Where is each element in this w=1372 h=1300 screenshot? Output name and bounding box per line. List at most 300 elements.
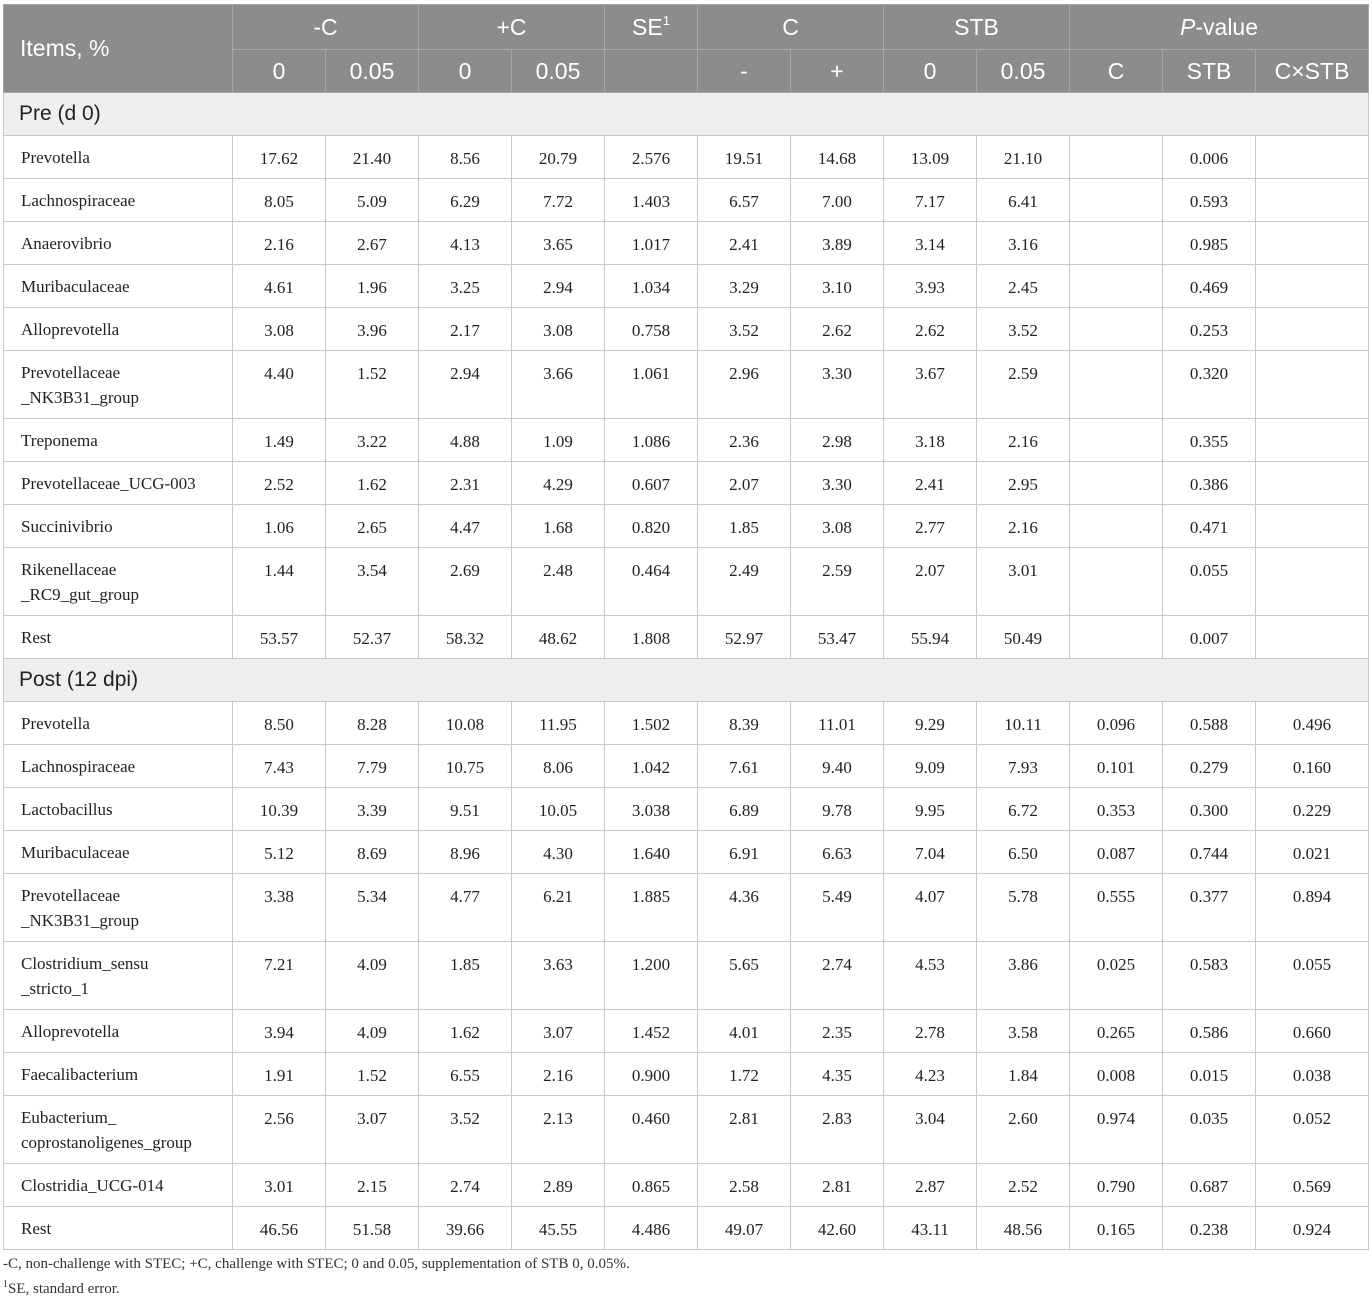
table-cell: 5.09 [326, 179, 419, 222]
sub-header: 0 [419, 50, 512, 93]
table-cell: 4.09 [326, 942, 419, 1010]
table-cell: 11.01 [791, 702, 884, 745]
table-cell: 1.06 [233, 505, 326, 548]
table-cell: 2.87 [884, 1164, 977, 1207]
table-cell: 1.62 [419, 1010, 512, 1053]
table-cell: 0.588 [1163, 702, 1256, 745]
table-cell: 6.21 [512, 874, 605, 942]
table-cell: 0.279 [1163, 745, 1256, 788]
row-label-line1: Prevotellaceae [21, 363, 121, 382]
p-rest: -value [1195, 13, 1259, 40]
row-label [4, 419, 233, 462]
table-row [4, 702, 1369, 745]
table-cell: 50.49 [977, 616, 1070, 659]
table-cell: 1.403 [605, 179, 698, 222]
table-cell: 0.377 [1163, 874, 1256, 942]
table-row [4, 462, 1369, 505]
table-cell: 1.91 [233, 1053, 326, 1096]
table-cell: 0.660 [1256, 1010, 1369, 1053]
table-cell: 9.29 [884, 702, 977, 745]
table-cell: 0.021 [1256, 831, 1369, 874]
table-cell [1256, 308, 1369, 351]
table-cell: 0.687 [1163, 1164, 1256, 1207]
table-cell: 10.39 [233, 788, 326, 831]
table-cell: 2.95 [977, 462, 1070, 505]
table-cell: 3.07 [326, 1096, 419, 1164]
row-label-line1: Clostridia_UCG-014 [21, 1176, 164, 1195]
table-cell: 1.086 [605, 419, 698, 462]
table-cell: 0.038 [1256, 1053, 1369, 1096]
table-cell: 3.18 [884, 419, 977, 462]
header-row-groups [4, 5, 1369, 50]
table-cell: 0.583 [1163, 942, 1256, 1010]
sub-header: 0.05 [512, 50, 605, 93]
table-row [4, 1096, 1369, 1164]
footnote-2-text: SE, standard error. [8, 1281, 120, 1297]
table-cell: 0.052 [1256, 1096, 1369, 1164]
header-se [605, 5, 698, 50]
table-cell [1070, 616, 1163, 659]
table-cell: 3.52 [698, 308, 791, 351]
table-cell: 2.74 [419, 1164, 512, 1207]
table-cell: 0.900 [605, 1053, 698, 1096]
table-cell: 1.452 [605, 1010, 698, 1053]
table-cell: 8.39 [698, 702, 791, 745]
table-cell: 1.042 [605, 745, 698, 788]
table-cell: 5.78 [977, 874, 1070, 942]
se-label: SE [632, 14, 663, 40]
table-cell: 2.81 [791, 1164, 884, 1207]
row-label-line2: _NK3B31_group [21, 911, 140, 930]
table-cell: 0.471 [1163, 505, 1256, 548]
footnote-2-mark: 1 [3, 1279, 8, 1290]
table-cell: 8.05 [233, 179, 326, 222]
row-label-line1: Prevotellaceae [21, 886, 121, 905]
table-cell: 3.52 [977, 308, 1070, 351]
table-cell: 2.59 [791, 548, 884, 616]
table-cell [1256, 265, 1369, 308]
table-cell: 0.008 [1070, 1053, 1163, 1096]
table-cell [1256, 136, 1369, 179]
row-label [4, 1010, 233, 1053]
table-row [4, 831, 1369, 874]
table-cell: 2.74 [791, 942, 884, 1010]
table-cell: 7.43 [233, 745, 326, 788]
table-cell: 9.78 [791, 788, 884, 831]
table-cell: 8.56 [419, 136, 512, 179]
table-cell: 7.61 [698, 745, 791, 788]
sub-header: 0 [233, 50, 326, 93]
table-cell: 1.061 [605, 351, 698, 419]
table-cell: 2.52 [233, 462, 326, 505]
row-label [4, 1096, 233, 1164]
table-cell: 53.47 [791, 616, 884, 659]
table-cell: 49.07 [698, 1207, 791, 1250]
table-cell [1256, 462, 1369, 505]
table-cell: 6.89 [698, 788, 791, 831]
table-cell: 7.93 [977, 745, 1070, 788]
table-row [4, 351, 1369, 419]
table-cell: 3.25 [419, 265, 512, 308]
table-cell: 0.593 [1163, 179, 1256, 222]
table-cell: 8.06 [512, 745, 605, 788]
table-cell: 52.37 [326, 616, 419, 659]
table-cell: 4.53 [884, 942, 977, 1010]
row-label-line1: Treponema [21, 431, 98, 450]
se-footnote-mark: 1 [662, 13, 670, 28]
table-cell: 0.096 [1070, 702, 1163, 745]
table-cell: 2.89 [512, 1164, 605, 1207]
table-cell: 4.09 [326, 1010, 419, 1053]
table-cell: 2.48 [512, 548, 605, 616]
row-label [4, 874, 233, 942]
table-cell: 1.49 [233, 419, 326, 462]
row-label-line1: Prevotella [21, 148, 90, 167]
table-cell: 7.21 [233, 942, 326, 1010]
table-row [4, 1053, 1369, 1096]
table-row [4, 788, 1369, 831]
row-label-line1: Eubacterium_ [21, 1108, 117, 1127]
table-cell: 9.51 [419, 788, 512, 831]
table-cell: 2.16 [977, 419, 1070, 462]
p-italic: P [1180, 13, 1196, 40]
table-cell: 3.63 [512, 942, 605, 1010]
row-label-line1: Clostridium_sensu [21, 954, 149, 973]
table-cell: 13.09 [884, 136, 977, 179]
table-cell: 2.69 [419, 548, 512, 616]
table-cell: 4.36 [698, 874, 791, 942]
table-cell: 2.41 [884, 462, 977, 505]
table-cell: 0.320 [1163, 351, 1256, 419]
row-label-line1: Prevotella [21, 714, 90, 733]
table-cell: 2.07 [884, 548, 977, 616]
table-cell: 0.300 [1163, 788, 1256, 831]
row-label-line1: Rest [21, 1219, 52, 1238]
table-cell: 2.94 [419, 351, 512, 419]
table-row [4, 136, 1369, 179]
table-cell: 3.30 [791, 351, 884, 419]
table-cell: 2.576 [605, 136, 698, 179]
table-cell: 17.62 [233, 136, 326, 179]
sub-header: 0 [884, 50, 977, 93]
table-cell: 8.50 [233, 702, 326, 745]
table-cell: 1.034 [605, 265, 698, 308]
table-cell: 3.08 [791, 505, 884, 548]
sub-header: 0.05 [326, 50, 419, 93]
table-row [4, 222, 1369, 265]
table-cell: 3.07 [512, 1010, 605, 1053]
table-cell: 4.30 [512, 831, 605, 874]
table-cell: 2.78 [884, 1010, 977, 1053]
sub-header: C×STB [1256, 50, 1369, 93]
table-cell: 2.62 [791, 308, 884, 351]
table-cell: 2.56 [233, 1096, 326, 1164]
table-cell: 3.38 [233, 874, 326, 942]
table-cell: 2.96 [698, 351, 791, 419]
table-cell: 3.08 [512, 308, 605, 351]
header-minus-c: -C [233, 5, 419, 50]
row-label [4, 616, 233, 659]
row-label-line2: _NK3B31_group [21, 388, 140, 407]
table-cell: 8.96 [419, 831, 512, 874]
table-cell: 6.57 [698, 179, 791, 222]
table-cell: 4.61 [233, 265, 326, 308]
table-cell: 14.68 [791, 136, 884, 179]
table-cell: 0.055 [1163, 548, 1256, 616]
table-cell: 1.84 [977, 1053, 1070, 1096]
table-cell: 2.35 [791, 1010, 884, 1053]
table-cell: 4.77 [419, 874, 512, 942]
table-cell: 48.56 [977, 1207, 1070, 1250]
table-cell: 3.01 [233, 1164, 326, 1207]
table-cell: 0.265 [1070, 1010, 1163, 1053]
row-label-line1: Lachnospiraceae [21, 757, 136, 776]
table-cell: 2.16 [233, 222, 326, 265]
table-row [4, 505, 1369, 548]
table-cell: 2.65 [326, 505, 419, 548]
header-items: Items, % [4, 5, 233, 93]
sub-header: 0.05 [977, 50, 1070, 93]
section-header [4, 659, 1369, 702]
row-label [4, 136, 233, 179]
table-cell: 0.974 [1070, 1096, 1163, 1164]
table-cell: 6.63 [791, 831, 884, 874]
table-cell: 2.13 [512, 1096, 605, 1164]
table-cell: 43.11 [884, 1207, 977, 1250]
table-cell: 46.56 [233, 1207, 326, 1250]
table-cell [1256, 179, 1369, 222]
table-cell: 51.58 [326, 1207, 419, 1250]
table-cell: 0.229 [1256, 788, 1369, 831]
table-cell: 6.72 [977, 788, 1070, 831]
table-cell: 2.17 [419, 308, 512, 351]
row-label [4, 942, 233, 1010]
table-cell: 6.29 [419, 179, 512, 222]
row-label-line2: _stricto_1 [21, 979, 89, 998]
row-label [4, 1164, 233, 1207]
table-cell: 7.72 [512, 179, 605, 222]
table-cell: 0.007 [1163, 616, 1256, 659]
row-label [4, 1207, 233, 1250]
table-cell: 3.86 [977, 942, 1070, 1010]
table-cell: 10.75 [419, 745, 512, 788]
table-cell: 0.924 [1256, 1207, 1369, 1250]
table-cell: 0.055 [1256, 942, 1369, 1010]
table-cell [1070, 308, 1163, 351]
table-cell: 4.47 [419, 505, 512, 548]
table-cell: 0.758 [605, 308, 698, 351]
header-c: C [698, 5, 884, 50]
row-label-line1: Muribaculaceae [21, 277, 130, 296]
table-cell: 10.05 [512, 788, 605, 831]
table-cell: 1.62 [326, 462, 419, 505]
header-p-value [1070, 5, 1369, 50]
table-cell: 2.31 [419, 462, 512, 505]
footnote-1: -C, non-challenge with STEC; +C, challenge with STEC; 0 and 0.05, supplementation of STB 0, 0.05%. [3, 1256, 630, 1272]
table-cell: 52.97 [698, 616, 791, 659]
row-label [4, 702, 233, 745]
table-cell: 0.607 [605, 462, 698, 505]
table-cell [1256, 616, 1369, 659]
sub-header-se-blank [605, 50, 698, 93]
table-cell: 2.77 [884, 505, 977, 548]
table-row [4, 265, 1369, 308]
table-cell: 3.29 [698, 265, 791, 308]
sub-header: STB [1163, 50, 1256, 93]
table-cell [1070, 505, 1163, 548]
table-cell: 5.49 [791, 874, 884, 942]
table-cell: 11.95 [512, 702, 605, 745]
table-cell: 2.16 [977, 505, 1070, 548]
table-cell: 4.40 [233, 351, 326, 419]
table-cell: 4.01 [698, 1010, 791, 1053]
row-label-line1: Alloprevotella [21, 1022, 120, 1041]
table-cell [1070, 462, 1163, 505]
table-cell: 55.94 [884, 616, 977, 659]
table-cell: 2.67 [326, 222, 419, 265]
row-label-line1: Rest [21, 628, 52, 647]
table-cell: 0.820 [605, 505, 698, 548]
table-cell: 19.51 [698, 136, 791, 179]
table-cell: 2.98 [791, 419, 884, 462]
table-cell [1070, 419, 1163, 462]
table-cell: 8.69 [326, 831, 419, 874]
row-label-line1: Lactobacillus [21, 800, 113, 819]
table-cell: 3.01 [977, 548, 1070, 616]
table-cell: 0.160 [1256, 745, 1369, 788]
table-cell: 7.00 [791, 179, 884, 222]
table-cell: 3.30 [791, 462, 884, 505]
table-cell: 4.88 [419, 419, 512, 462]
table-cell: 5.12 [233, 831, 326, 874]
table-cell: 1.44 [233, 548, 326, 616]
table-row [4, 179, 1369, 222]
row-label [4, 351, 233, 419]
table-cell: 1.96 [326, 265, 419, 308]
row-label [4, 831, 233, 874]
row-label [4, 265, 233, 308]
table-cell: 4.29 [512, 462, 605, 505]
table-cell: 6.91 [698, 831, 791, 874]
table-cell: 0.015 [1163, 1053, 1256, 1096]
row-label-line2: _RC9_gut_group [21, 585, 140, 604]
sub-header: + [791, 50, 884, 93]
table-cell: 9.09 [884, 745, 977, 788]
table-cell: 7.17 [884, 179, 977, 222]
table-cell: 53.57 [233, 616, 326, 659]
row-label-line1: Alloprevotella [21, 320, 120, 339]
table-cell: 0.006 [1163, 136, 1256, 179]
table-cell: 1.502 [605, 702, 698, 745]
table-cell: 3.58 [977, 1010, 1070, 1053]
table-cell: 1.017 [605, 222, 698, 265]
table-cell: 10.08 [419, 702, 512, 745]
row-label [4, 1053, 233, 1096]
table-cell: 1.85 [419, 942, 512, 1010]
table-cell: 4.35 [791, 1053, 884, 1096]
table-cell: 3.89 [791, 222, 884, 265]
table-cell: 21.40 [326, 136, 419, 179]
table-cell: 0.386 [1163, 462, 1256, 505]
table-cell: 0.025 [1070, 942, 1163, 1010]
table-cell [1070, 136, 1163, 179]
table-cell [1256, 222, 1369, 265]
table-cell: 3.52 [419, 1096, 512, 1164]
table-cell: 2.49 [698, 548, 791, 616]
table-row [4, 745, 1369, 788]
table-cell: 0.744 [1163, 831, 1256, 874]
table-cell: 10.11 [977, 702, 1070, 745]
table-cell: 0.238 [1163, 1207, 1256, 1250]
table-cell: 6.55 [419, 1053, 512, 1096]
table-cell [1256, 505, 1369, 548]
table-cell: 0.569 [1256, 1164, 1369, 1207]
table-cell: 42.60 [791, 1207, 884, 1250]
table-cell: 2.58 [698, 1164, 791, 1207]
table-cell: 3.08 [233, 308, 326, 351]
table-cell: 4.486 [605, 1207, 698, 1250]
table-row [4, 1164, 1369, 1207]
table-cell: 2.94 [512, 265, 605, 308]
footnote-2 [3, 1279, 120, 1298]
sub-header: C [1070, 50, 1163, 93]
row-label-line1: Rikenellaceae [21, 560, 117, 579]
table-cell: 48.62 [512, 616, 605, 659]
table-cell: 1.85 [698, 505, 791, 548]
row-label-line1: Faecalibacterium [21, 1065, 139, 1084]
table-cell: 1.72 [698, 1053, 791, 1096]
table-cell [1256, 351, 1369, 419]
table-cell: 0.464 [605, 548, 698, 616]
table-cell: 3.038 [605, 788, 698, 831]
table-cell [1256, 548, 1369, 616]
table-cell: 2.81 [698, 1096, 791, 1164]
section-title: Post (12 dpi) [4, 659, 1369, 702]
table-cell: 0.790 [1070, 1164, 1163, 1207]
table-cell: 2.59 [977, 351, 1070, 419]
table-cell: 3.66 [512, 351, 605, 419]
table-cell: 2.62 [884, 308, 977, 351]
row-label [4, 505, 233, 548]
table-row [4, 942, 1369, 1010]
table-cell: 8.28 [326, 702, 419, 745]
table-cell: 1.52 [326, 351, 419, 419]
row-label-line1: Lachnospiraceae [21, 191, 136, 210]
row-label [4, 222, 233, 265]
row-label-line2: coprostanoligenes_group [21, 1133, 192, 1152]
table-cell: 2.36 [698, 419, 791, 462]
table-cell: 0.985 [1163, 222, 1256, 265]
table-cell: 58.32 [419, 616, 512, 659]
table-cell [1256, 419, 1369, 462]
row-label [4, 308, 233, 351]
table-cell: 3.10 [791, 265, 884, 308]
table-cell: 0.586 [1163, 1010, 1256, 1053]
table-cell [1070, 351, 1163, 419]
table-cell: 3.65 [512, 222, 605, 265]
table-row [4, 1207, 1369, 1250]
table-cell: 2.07 [698, 462, 791, 505]
table-cell: 2.16 [512, 1053, 605, 1096]
table-cell [1070, 222, 1163, 265]
row-label-line1: Succinivibrio [21, 517, 113, 536]
row-label-line1: Anaerovibrio [21, 234, 112, 253]
table-cell: 3.67 [884, 351, 977, 419]
table-cell: 21.10 [977, 136, 1070, 179]
table-cell: 2.83 [791, 1096, 884, 1164]
table-cell: 3.54 [326, 548, 419, 616]
table-cell: 1.885 [605, 874, 698, 942]
